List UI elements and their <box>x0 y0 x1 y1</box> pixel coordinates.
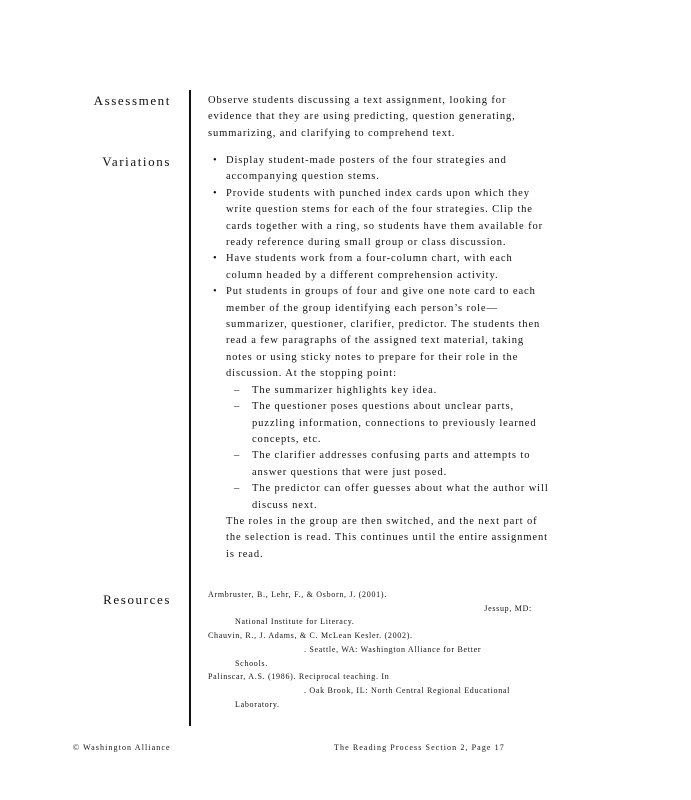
reference-line: Palinscar, A.S. (1986). Reciprocal teaching. In <box>208 672 390 682</box>
role-predictor: – The predictor can offer guesses about what the author will discuss next. <box>226 481 553 514</box>
variation-bullet-4-closing: The roles in the group are then switched, and the next part of the selection is read. This continues until the entire assignment is read. <box>226 515 548 560</box>
reference-line: Laboratory. <box>235 699 280 709</box>
reference-line: . Oak Brook, IL: North Central Regional Educational <box>304 685 511 695</box>
variation-bullet-2: • Provide students with punched index cards upon which they write question stems for each of the four strategies. Clip the cards together with a ring, so students have them available for ready reference during small group or class discussion. <box>208 186 553 252</box>
reference-line: Armbruster, B., Lehr, F., & Osborn, J. (2001). <box>208 590 387 599</box>
variation-bullet-1: • Display student-made posters of the four strategies and accompanying question stems. <box>208 153 553 186</box>
reference-chauvin <box>208 629 538 670</box>
assessment-text <box>208 93 553 142</box>
resources-list <box>208 588 538 711</box>
reference-palinscar <box>208 670 538 711</box>
resources-label: Resources <box>103 592 171 607</box>
assessment-paragraph: Observe students discussing a text assignment, looking for evidence that they are using predicting, question generating, summarizing, and clarifying to comprehend text. <box>208 95 516 139</box>
variation-bullet-4 <box>208 284 553 563</box>
reference-line: Jessup, MD: <box>484 603 532 613</box>
variation-bullet-3: • Have students work from a four-column chart, with each column headed by a different comprehension activity. <box>208 251 553 284</box>
role-clarifier: – The clarifier addresses confusing parts and attempts to answer questions that were just posed. <box>226 448 553 481</box>
reference-line: Chauvin, R., J. Adams, & C. McLean Kesler. (2002). <box>208 631 413 641</box>
variations-list <box>208 153 553 563</box>
vertical-rule <box>189 90 191 726</box>
role-dashes <box>226 383 553 514</box>
role-questioner: – The questioner poses questions about unclear parts, puzzling information, connections to previously learned concepts, etc. <box>226 399 553 448</box>
footer-copyright: © Washington Alliance <box>73 743 171 752</box>
role-summarizer: – The summarizer highlights key idea. <box>226 383 553 399</box>
variations-bullets <box>208 153 553 563</box>
footer-page-info: The Reading Process Section 2, Page 17 <box>334 743 505 752</box>
reference-line: . Seattle, WA: Washington Alliance for Better <box>304 644 482 654</box>
assessment-label: Assessment <box>93 93 171 108</box>
reference-line: National Institute for Literacy. <box>235 617 355 627</box>
variation-bullet-4-intro: • Put students in groups of four and give one note card to each member of the group identifying each person’s role—summarizer, questioner, clarifier, predictor. The students then read a few paragraphs of the assigned text material, taking notes or using sticky notes to prepare for their role in the discussion. At the stopping point: <box>226 286 541 380</box>
variations-label: Variations <box>102 154 171 169</box>
reference-line: Schools. <box>235 658 268 668</box>
reference-armbruster <box>208 588 538 629</box>
